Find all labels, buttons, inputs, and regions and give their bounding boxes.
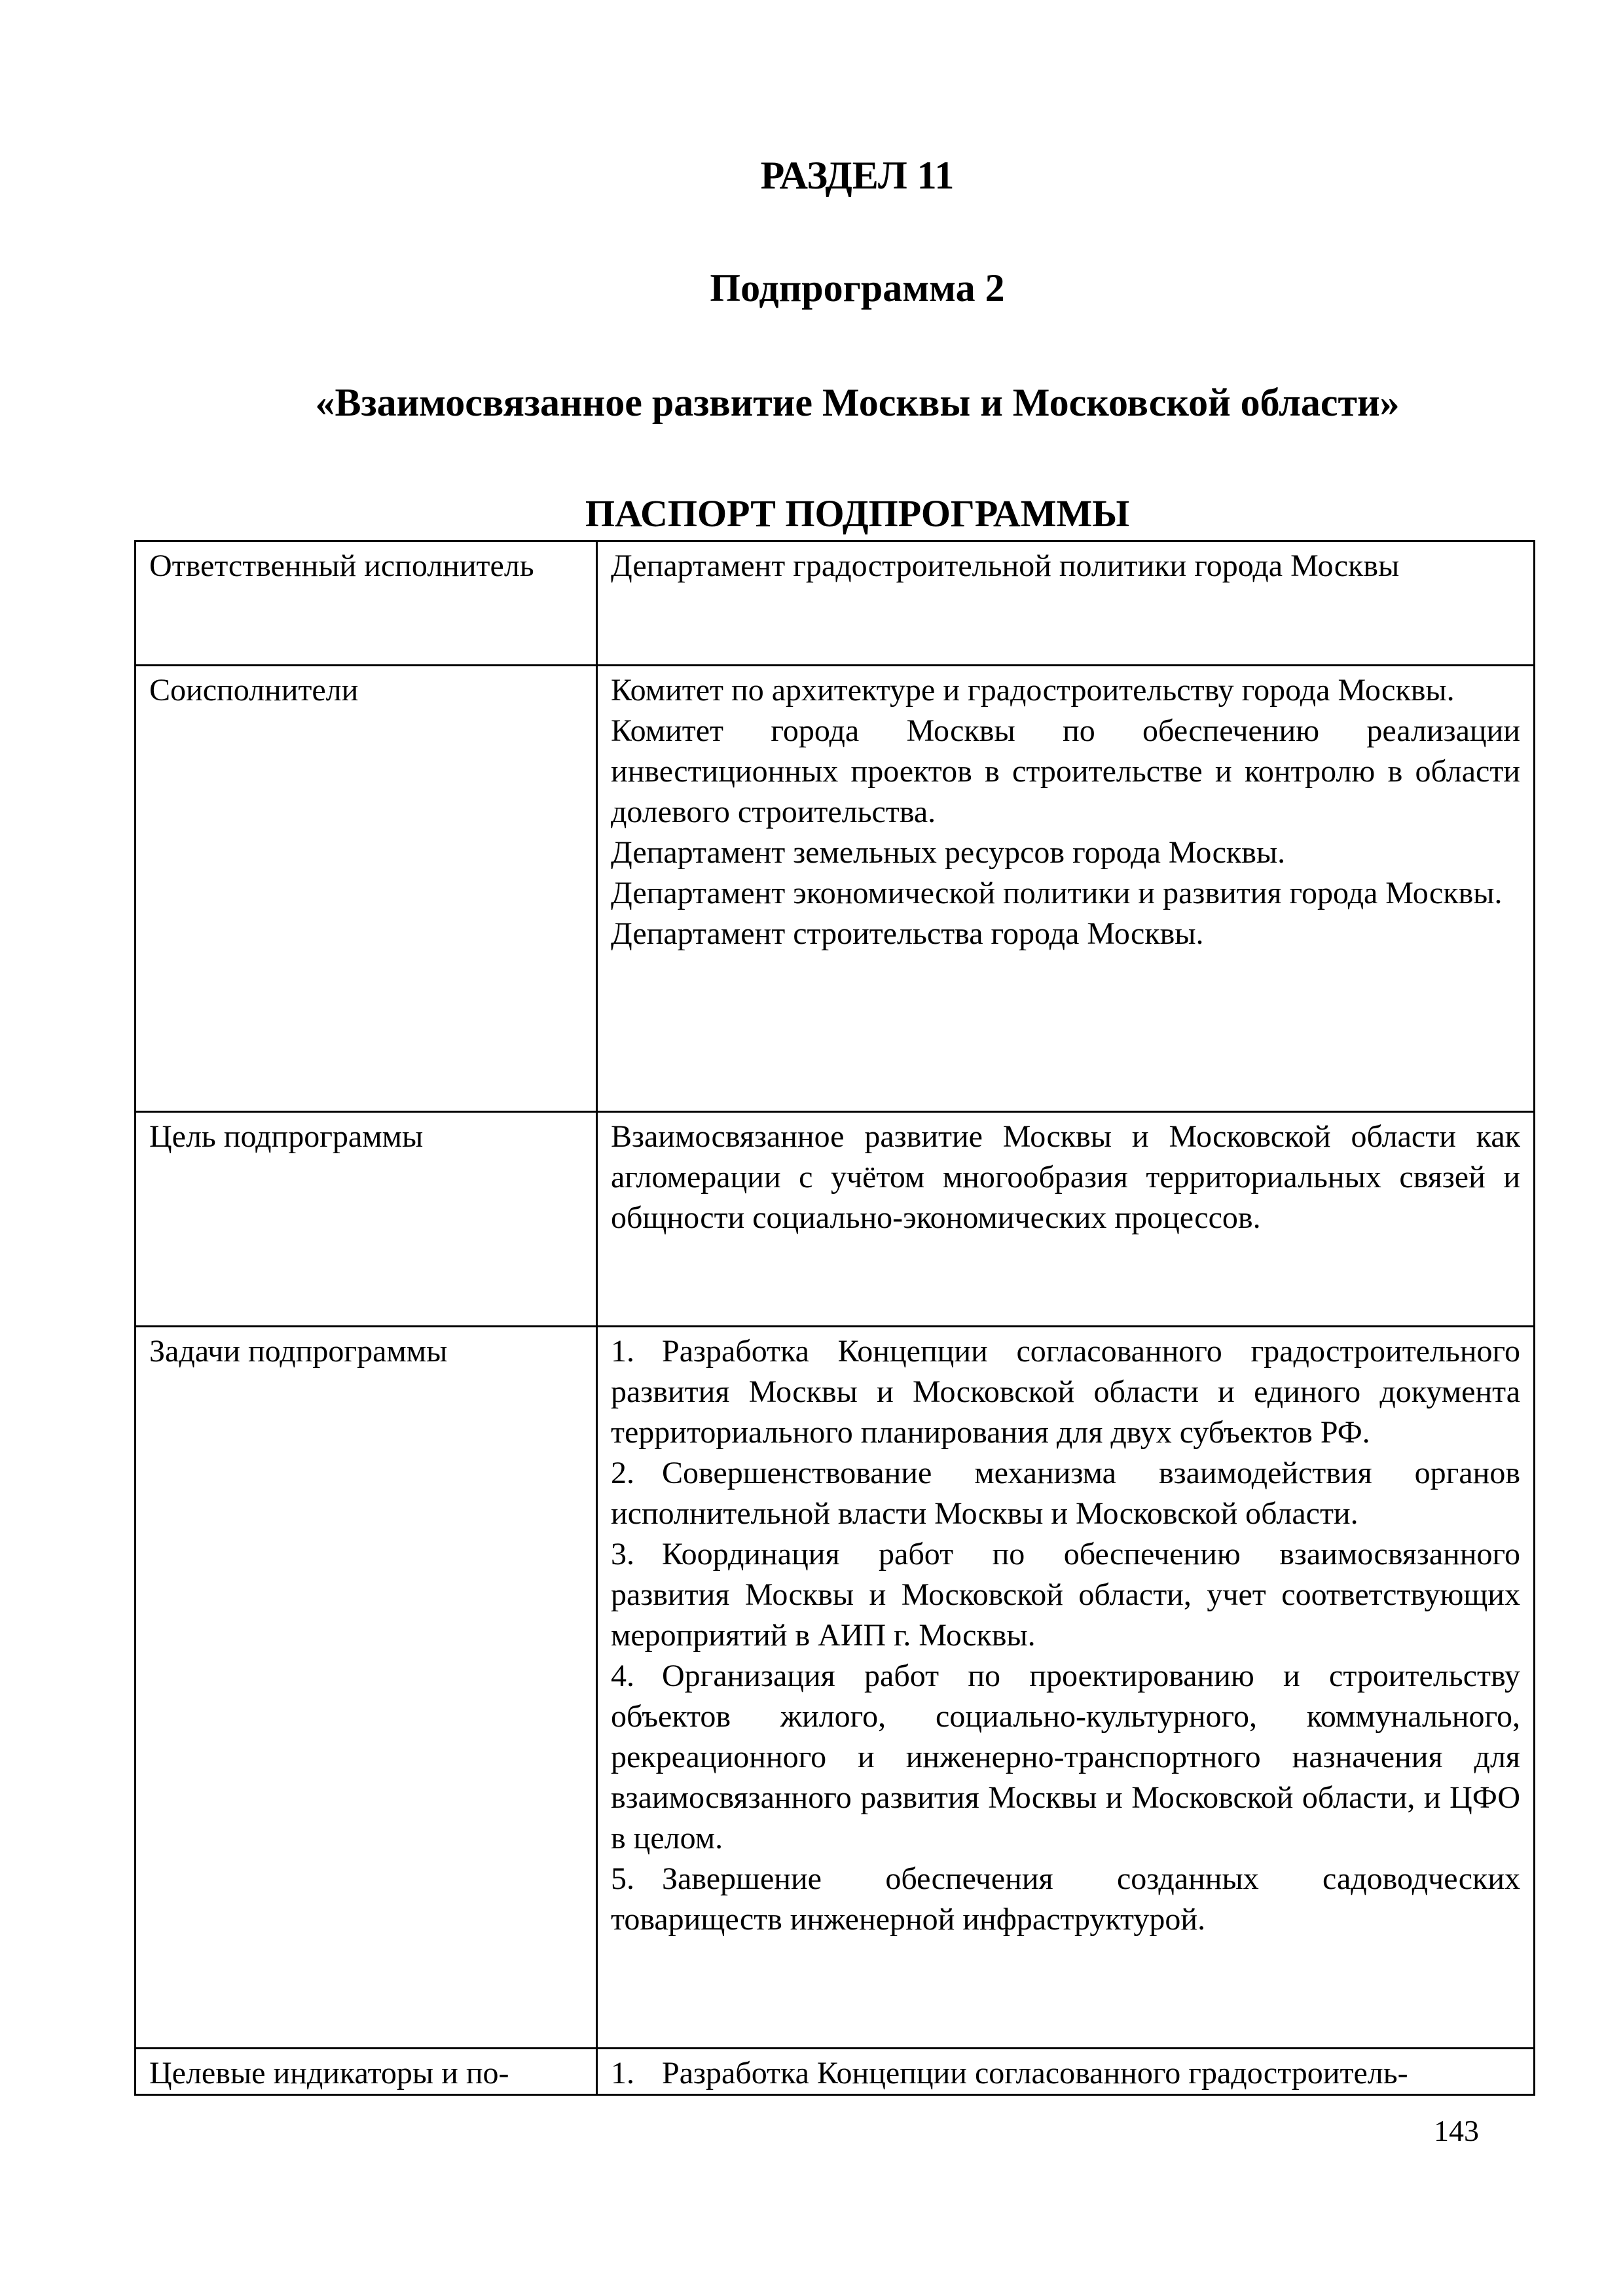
item-number: 2.	[611, 1456, 634, 1490]
item-text: Разработка Концепции согласованного градостроительного развития Москвы и Московской области и единого документа территориального планирования для двух субъектов РФ.	[611, 1334, 1520, 1450]
content-line: Департамент экономической политики и развития города Москвы.	[611, 876, 1503, 910]
item-text: Разработка Концепции согласованного градостроитель-	[662, 2056, 1408, 2090]
item-text: Совершенствование механизма взаимодействия органов исполнительной власти Москвы и Московской области.	[611, 1456, 1520, 1531]
table-row	[136, 541, 1535, 666]
passport-heading: ПАСПОРТ ПОДПРОГРАММЫ	[585, 492, 1130, 535]
item-number: 1.	[611, 2056, 634, 2090]
item-text: Завершение обеспечения созданных садоводческих товариществ инженерной инфраструктурой.	[611, 1861, 1520, 1937]
row-label: Цель подпрограммы	[136, 1112, 597, 1327]
row-content	[597, 666, 1535, 1112]
item-number: 3.	[611, 1537, 634, 1571]
table-row	[136, 666, 1535, 1112]
subprogram-heading: Подпрограмма 2	[710, 266, 1005, 310]
table-row	[136, 1327, 1535, 2049]
content-line: Комитет города Москвы по обеспечению реализации инвестиционных проектов в строительстве и контролю в области долевого строительства.	[611, 713, 1520, 829]
item-number: 1.	[611, 1334, 634, 1369]
item-number: 5.	[611, 1861, 634, 1896]
content-line: Взаимосвязанное развитие Москвы и Московской области как агломерации с учётом многообразия территориальных связей и общности социально-экономических процессов.	[611, 1119, 1520, 1235]
item-number: 4.	[611, 1659, 634, 1693]
row-content	[597, 541, 1535, 666]
content-line: Департамент земельных ресурсов города Москвы.	[611, 835, 1286, 870]
table-row	[136, 1112, 1535, 1327]
task-item	[611, 1859, 1520, 1940]
row-content	[597, 1327, 1535, 2049]
task-item	[611, 1331, 1520, 1453]
passport-table	[134, 540, 1535, 2096]
page-number: 143	[1434, 2114, 1479, 2147]
task-item	[611, 2053, 1520, 2094]
row-label: Ответственный исполнитель	[136, 541, 597, 666]
section-heading: РАЗДЕЛ 11	[760, 154, 955, 197]
subprogram-title: «Взаимосвязанное развитие Москвы и Московской области»	[315, 381, 1400, 424]
row-label: Соисполнители	[136, 666, 597, 1112]
content-line: Комитет по архитектуре и градостроительству города Москвы.	[611, 673, 1455, 708]
table-row	[136, 2049, 1535, 2095]
content-line: Департамент строительства города Москвы.	[611, 916, 1204, 951]
row-label: Целевые индикаторы и по-	[136, 2049, 597, 2095]
item-text: Организация работ по проектированию и строительству объектов жилого, социально-культурного, коммунального, рекреационного и инженерно-транспортного назначения для взаимосвязанного развития Москвы и Московской области, и ЦФО в целом.	[611, 1659, 1520, 1856]
task-item	[611, 1534, 1520, 1656]
row-label: Задачи подпрограммы	[136, 1327, 597, 2049]
task-item	[611, 1656, 1520, 1859]
item-text: Координация работ по обеспечению взаимосвязанного развития Москвы и Московской области, учет соответствующих мероприятий в АИП г. Москвы.	[611, 1537, 1520, 1653]
row-content	[597, 1112, 1535, 1327]
content-line: Департамент градостроительной политики города Москвы	[611, 548, 1400, 583]
task-item	[611, 1453, 1520, 1534]
row-content	[597, 2049, 1535, 2095]
